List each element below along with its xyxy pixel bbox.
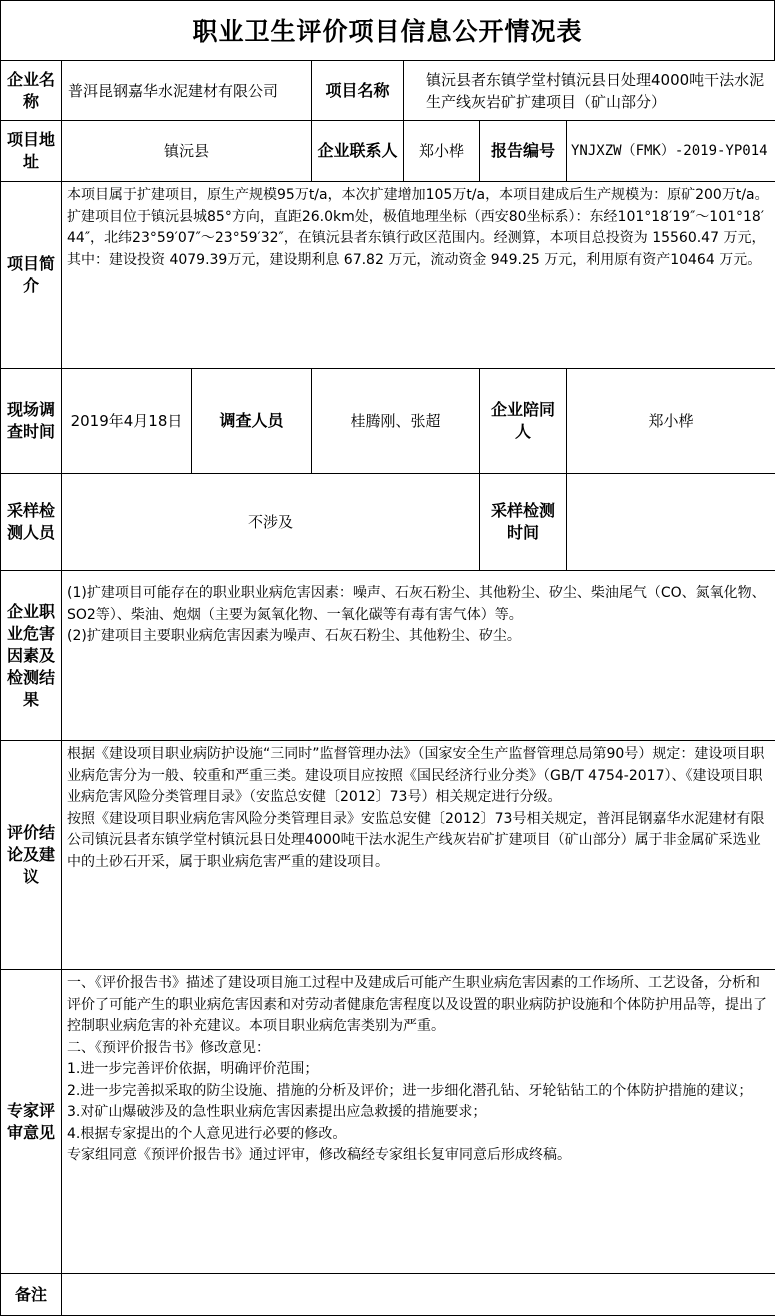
company-companion-value: 郑小桦 (648, 412, 694, 430)
row-sampling (1, 474, 775, 571)
project-address-value: 镇沅县 (62, 121, 312, 182)
company-name-value: 普洱昆钢嘉华水泥建材有限公司 (62, 61, 312, 121)
conclusion-text (62, 741, 775, 970)
sampling-time-label: 采样检测时间 (480, 474, 567, 570)
expert-paragraph-3: 1.进一步完善评价依据，明确评价范围； (67, 1061, 319, 1077)
survey-staff-value: 桂腾刚、张超 (312, 369, 480, 474)
conclusion-paragraph-1: 根据《建设项目职业病防护设施“三同时”监督管理办法》（国家安全生产监督管理总局第90号）规定：建设项目职业病危害分为一般、较重和严重三类。建设项目应按照《国民经济行业分类》（GB/T 4754-2017）、《建设项目职业病危害风险分类管理目录》（安监总安健〔2012〕73号）相关规定进行分级。 (67, 746, 765, 805)
row-hazards (1, 571, 775, 741)
report-number-cell (480, 121, 775, 182)
remarks-value (62, 1274, 775, 1316)
sampling-staff-value: 不涉及 (62, 474, 480, 571)
conclusion-paragraph-2: 按照《建设项目职业病危害风险分类管理目录》安监总安健〔2012〕73号相关规定，普洱昆钢嘉华水泥建材有限公司镇沅县者东镇学堂村镇沅县日处理4000吨干法水泥生产线灰岩矿扩建项目（矿山部分）属于非金属矿采选业中的土砂石开采，属于职业病危害严重的建设项目。 (67, 810, 765, 870)
company-contact-value: 郑小桦 (404, 121, 480, 182)
survey-time-label: 现场调查时间 (1, 369, 62, 474)
company-contact-label: 企业联系人 (312, 121, 404, 182)
project-name-label: 项目名称 (312, 61, 404, 121)
survey-staff-label: 调查人员 (192, 369, 312, 474)
expert-opinion-text (62, 970, 775, 1274)
hazard-factors-label: 企业职业危害因素及检测结果 (1, 571, 62, 741)
row-remarks (1, 1274, 775, 1316)
info-table (0, 60, 775, 1316)
expert-paragraph-1: 一、《评价报告书》描述了建设项目施工过程中及建成后可能产生职业病危害因素的工作场所、工艺设备，分析和评价了可能产生的职业病危害因素和对劳动者健康危害程度以及设置的职业病防护设施和个体防护用品等，提出了控制职业病危害的补充建议。本项目职业病危害类别为严重。 (67, 975, 767, 1034)
project-intro-label: 项目简介 (1, 182, 62, 369)
hazard-factors-text (62, 571, 775, 741)
row-company (1, 61, 775, 121)
row-expert (1, 970, 775, 1274)
sampling-time-cell (480, 474, 775, 571)
project-name-value: 镇沅县者东镇学堂村镇沅县日处理4000吨干法水泥生产线灰岩矿扩建项目（矿山部分） (404, 61, 775, 121)
report-number-value: YNJXZW（FMK）-2019-YP014 (571, 142, 768, 159)
companion-cell (480, 369, 775, 474)
expert-paragraph-6: 4.根据专家提出的个人意见进行必要的修改。 (67, 1125, 347, 1142)
survey-time-value: 2019年4月18日 (62, 369, 192, 474)
project-address-label: 项目地址 (1, 121, 62, 182)
expert-paragraph-5: 3.对矿山爆破涉及的急性职业病危害因素提出应急救援的措施要求； (67, 1104, 487, 1120)
row-conclusion (1, 741, 775, 970)
remarks-label: 备注 (1, 1274, 62, 1316)
row-intro (1, 182, 775, 369)
company-companion-label: 企业陪同人 (480, 369, 567, 473)
expert-opinion-label: 专家评审意见 (1, 970, 62, 1274)
project-intro-text: 本项目属于扩建项目，原生产规模95万t/a，本次扩建增加105万t/a，本项目建成后生产规模为：原矿200万t/a。扩建项目位于镇沅县城85°方向，直距26.0km处，极值地理坐标（西安80坐标系）：东经101°18′19″～101°18′44″，北纬23°59′07″～23°59′32″，在镇沅县者东镇行政区范围内。经测算，本项目总投资为 15560.47 万元，其中：建设投资 4079.39万元，建设期利息 67.82 万元，流动资金 949.25 万元，利用原有资产10464 万元。 (62, 182, 775, 369)
company-name-label: 企业名称 (1, 61, 62, 121)
expert-paragraph-4: 2.进一步完善拟采取的防尘设施、措施的分析及评价；进一步细化潜孔钻、牙轮钻钻工的个体防护措施的建议； (67, 1082, 753, 1099)
row-survey (1, 369, 775, 474)
expert-paragraph-2: 二、《预评价报告书》修改意见： (67, 1039, 270, 1056)
sampling-staff-label: 采样检测人员 (1, 474, 62, 571)
row-address (1, 121, 775, 182)
conclusion-label: 评价结论及建议 (1, 741, 62, 970)
expert-paragraph-7: 专家组同意《预评价报告书》通过评审，修改稿经专家组长复审同意后形成终稿。 (67, 1147, 571, 1163)
hazard-paragraph-2: (2)扩建项目主要职业病危害因素为噪声、石灰石粉尘、其他粉尘、矽尘。 (67, 628, 521, 644)
document-title: 职业卫生评价项目信息公开情况表 (0, 0, 775, 60)
sampling-time-value (567, 474, 775, 570)
report-number-label: 报告编号 (480, 121, 567, 181)
hazard-paragraph-1: (1)扩建项目可能存在的职业职业病危害因素：噪声、石灰石粉尘、其他粉尘、矽尘、柴油尾气（CO、氮氧化物、SO2等）、柴油、炮烟（主要为氮氧化物、一氧化碳等有毒有害气体）等。 (67, 585, 766, 623)
